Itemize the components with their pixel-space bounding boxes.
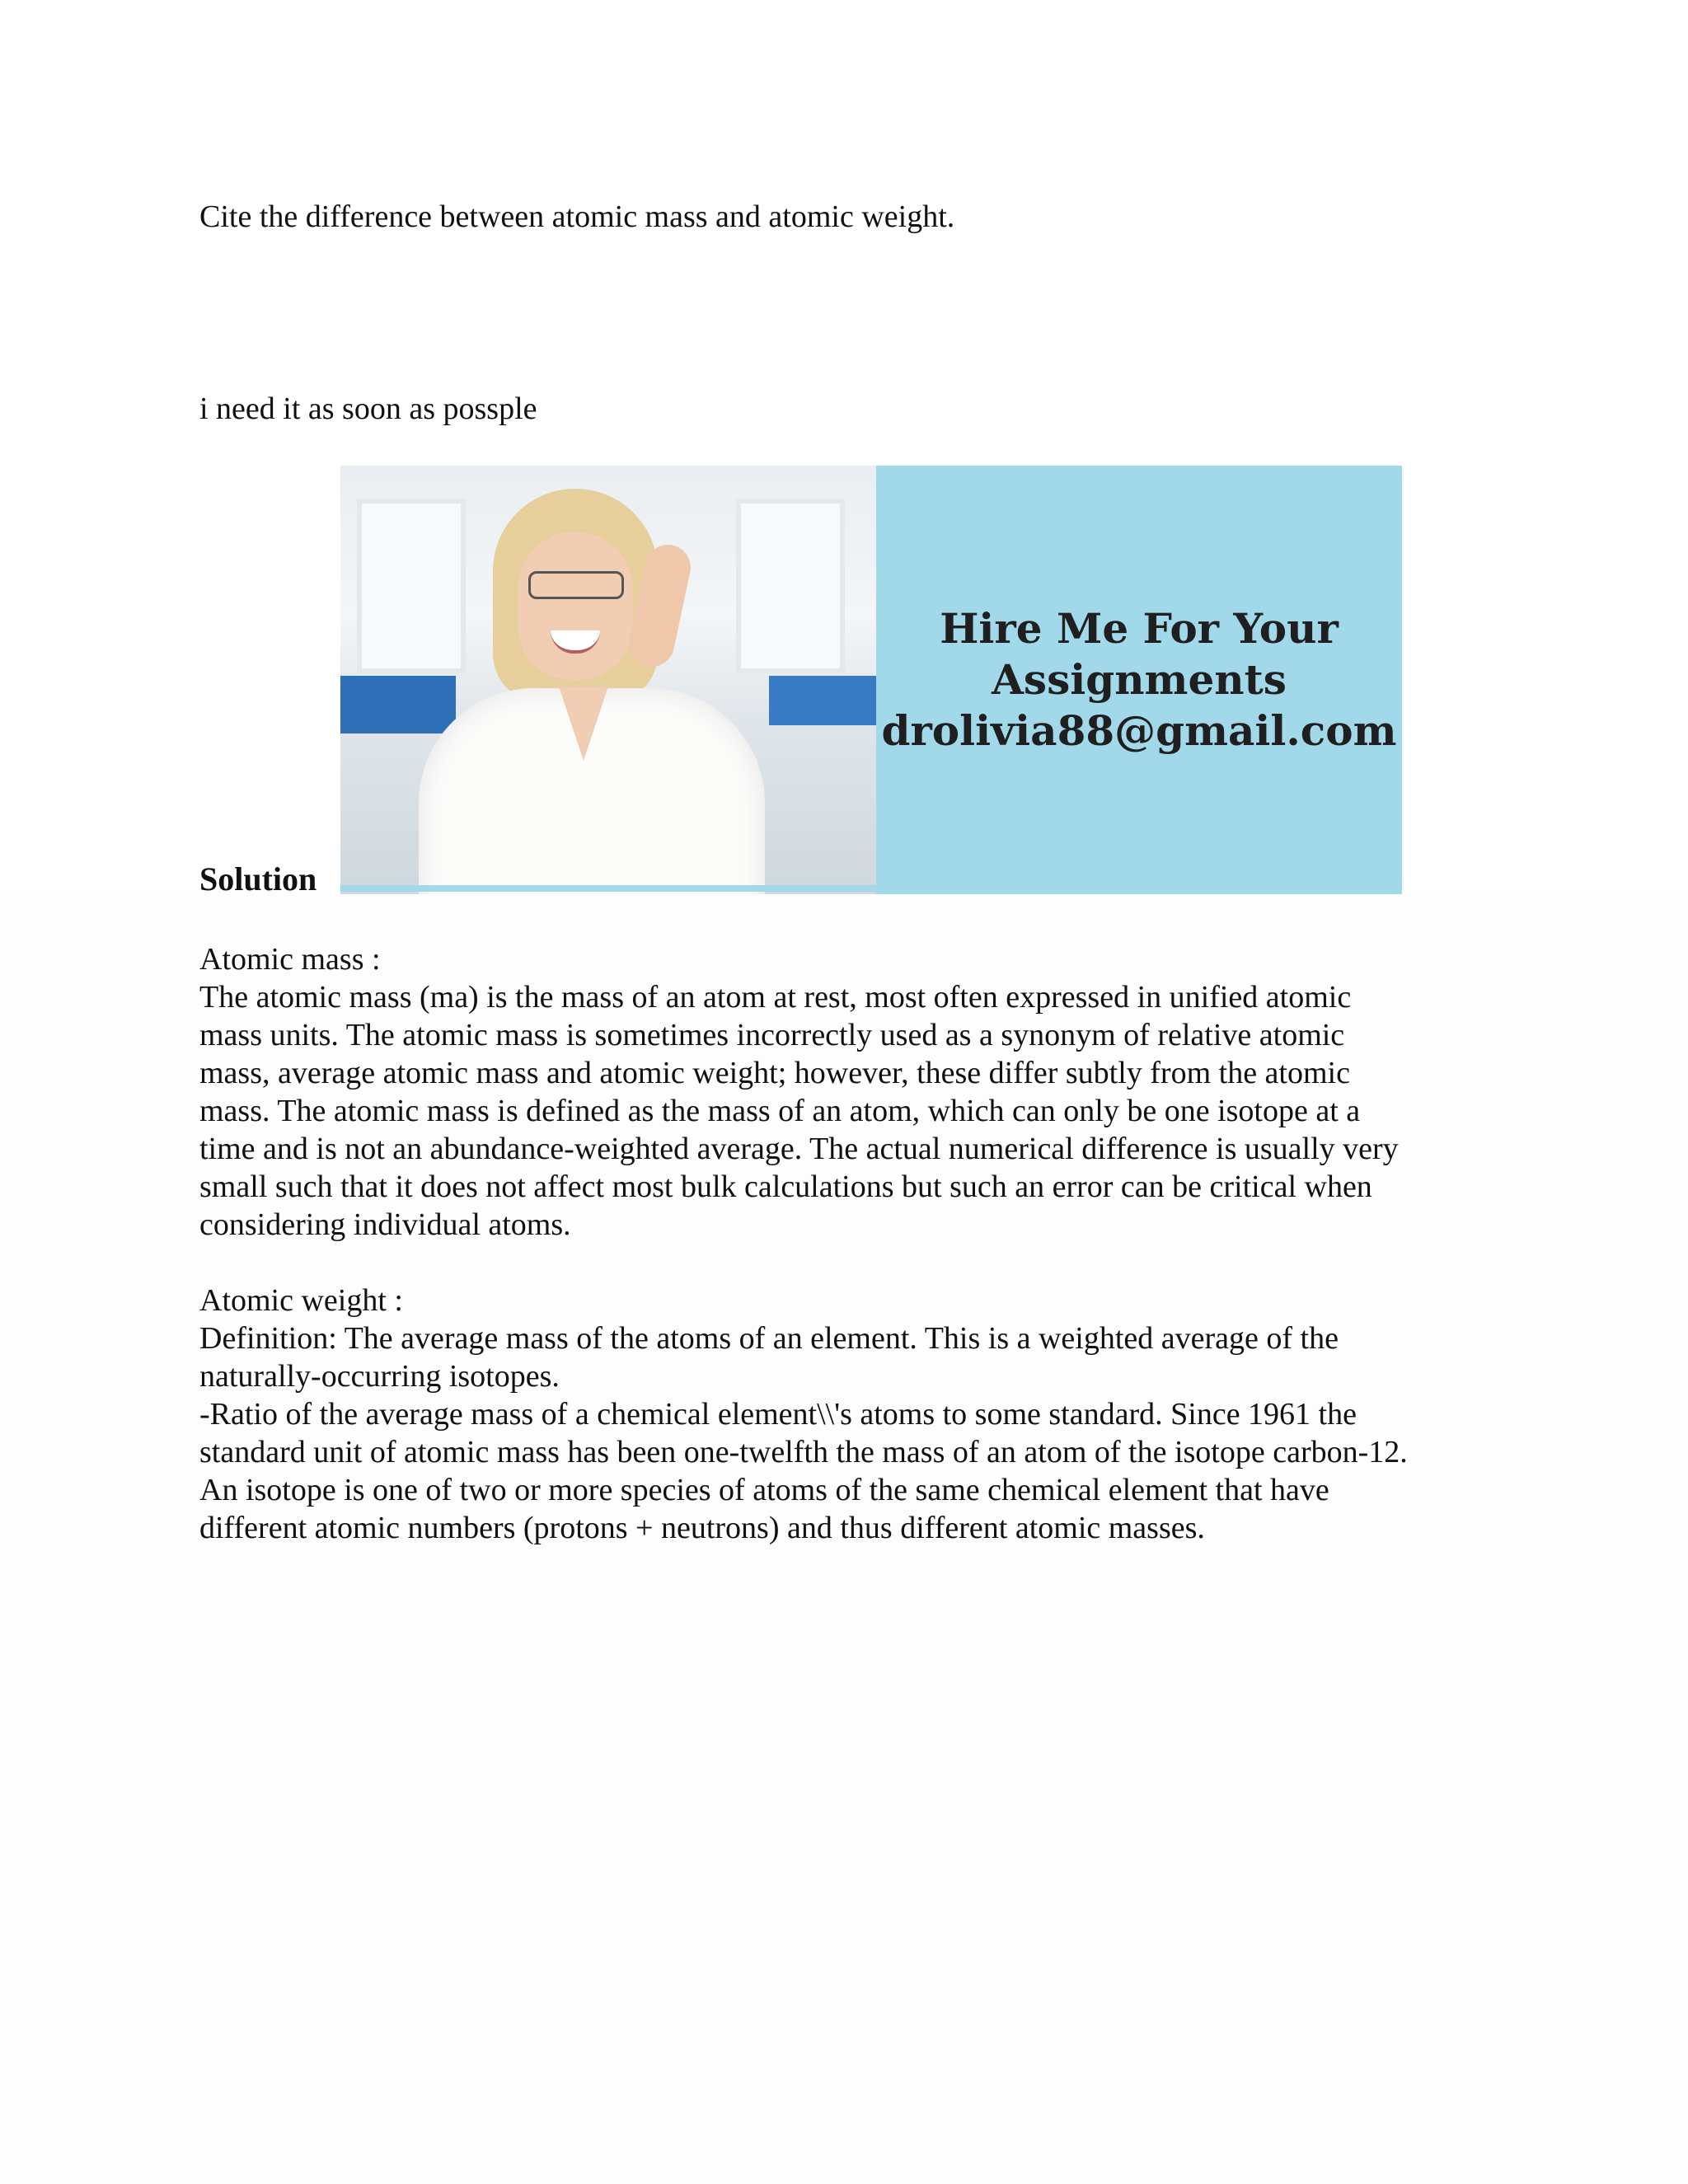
- banner-ad-panel: [876, 466, 1402, 894]
- tutor-photo: [340, 466, 876, 894]
- banner-line-1: Hire Me For Your: [940, 604, 1339, 653]
- window-decoration: [736, 499, 845, 673]
- answer-line: small such that it does not affect most bulk calculations but such an error can be critical when: [199, 1169, 1372, 1204]
- answer-line: time and is not an abundance-weighted average. The actual numerical difference is usually very: [199, 1132, 1399, 1166]
- glasses-icon: [528, 571, 624, 599]
- banner-line-2: Assignments: [992, 655, 1287, 704]
- advertisement-banner: [340, 466, 1402, 894]
- answer-line: The atomic mass (ma) is the mass of an atom at rest, most often expressed in unified atomic: [199, 980, 1352, 1015]
- shelf-decoration: [769, 676, 876, 725]
- answer-line: mass, average atomic mass and atomic weight; however, these differ subtly from the atomic: [199, 1056, 1350, 1090]
- answer-line: standard unit of atomic mass has been one-twelfth the mass of an atom of the isotope carbon-12.: [199, 1435, 1408, 1469]
- banner-email: drolivia88@gmail.com: [881, 706, 1397, 755]
- answer-line: mass units. The atomic mass is sometimes incorrectly used as a synonym of relative atomic: [199, 1018, 1345, 1052]
- shelf-decoration: [340, 676, 456, 733]
- face-shape: [518, 532, 633, 680]
- answer-line: -Ratio of the average mass of a chemical element\\'s atoms to some standard. Since 1961 the: [199, 1397, 1357, 1432]
- banner-underline: [340, 885, 876, 892]
- answer-line: considering individual atoms.: [199, 1207, 571, 1242]
- atomic-weight-heading: Atomic weight :: [199, 1283, 403, 1318]
- answer-line: different atomic numbers (protons + neutrons) and thus different atomic masses.: [199, 1511, 1205, 1545]
- atomic-mass-heading: Atomic mass :: [199, 942, 381, 977]
- request-text: i need it as soon as possple: [199, 391, 537, 426]
- answer-line: naturally-occurring isotopes.: [199, 1359, 560, 1394]
- answer-line: Definition: The average mass of the atoms of an element. This is a weighted average of the: [199, 1321, 1339, 1356]
- paragraph-gap: [199, 1244, 1485, 1282]
- answer-line: mass. The atomic mass is defined as the mass of an atom, which can only be one isotope at a: [199, 1094, 1361, 1128]
- question-text: Cite the difference between atomic mass and atomic weight.: [199, 199, 955, 234]
- answer-line: An isotope is one of two or more species of atoms of the same chemical element that have: [199, 1473, 1329, 1507]
- answer-body: [199, 940, 1485, 1547]
- solution-heading: Solution: [199, 860, 317, 898]
- window-decoration: [357, 499, 466, 673]
